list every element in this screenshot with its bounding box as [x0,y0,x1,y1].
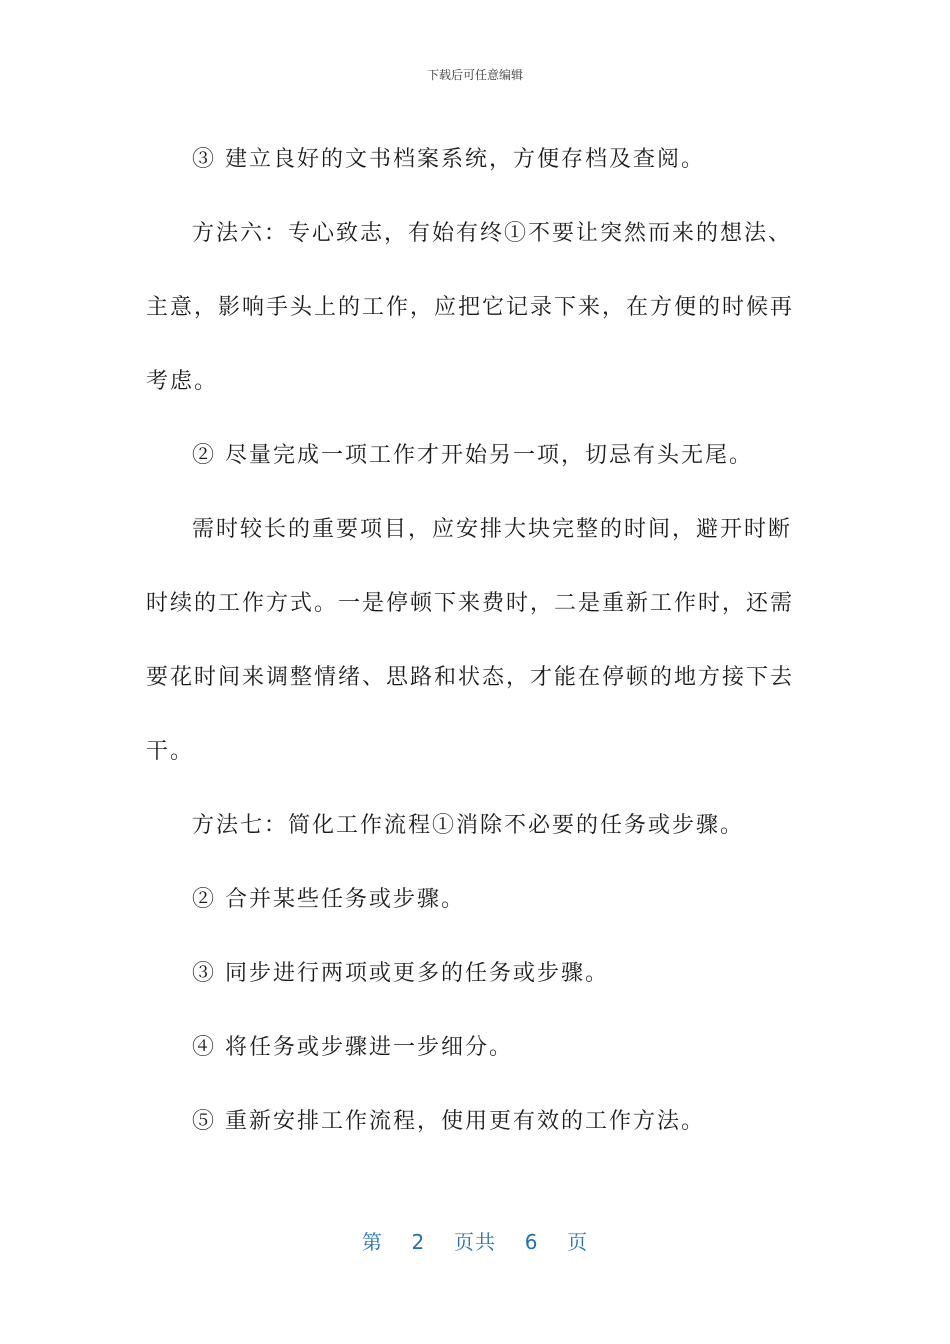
paragraph-long-projects: 需时较长的重要项目，应安排大块完整的时间，避开时断时续的工作方式。一是停顿下来费时，二是重新工作时，还需要花时间来调整情绪、思路和状态，才能在停顿的地方接下去干。 [146,517,795,764]
paragraph-method-six: 方法六：专心致志，有始有终①不要让突然而来的想法、主意，影响手头上的工作，应把它记录下来，在方便的时候再考虑。 [146,221,795,394]
footer-prefix: 第 [361,1230,383,1254]
footer-current-page: 2 [411,1230,426,1254]
paragraph-item-5-rearrange: ⑤ 重新安排工作流程，使用更有效的工作方法。 [192,1109,705,1134]
header-note: 下载后可任意编辑 [426,68,523,82]
paragraph-item-3-archive: ③ 建立良好的文书档案系统，方便存档及查阅。 [192,147,705,172]
paragraph-item-2-finish-task: ② 尽量完成一项工作才开始另一项，切忌有头无尾。 [192,443,753,468]
paragraph-method-seven: 方法七：简化工作流程①消除不必要的任务或步骤。 [192,813,745,838]
footer-suffix: 页 [567,1230,589,1254]
footer-total-pages: 6 [524,1230,539,1254]
footer-mid: 页共 [454,1230,496,1254]
paragraph-item-4-subdivide: ④ 将任务或步骤进一步细分。 [192,1035,513,1060]
page-footer [0,1226,950,1255]
document-body [146,123,796,1159]
paragraph-item-3-parallel: ③ 同步进行两项或更多的任务或步骤。 [192,961,609,986]
paragraph-item-2-merge: ② 合并某些任务或步骤。 [192,887,465,912]
